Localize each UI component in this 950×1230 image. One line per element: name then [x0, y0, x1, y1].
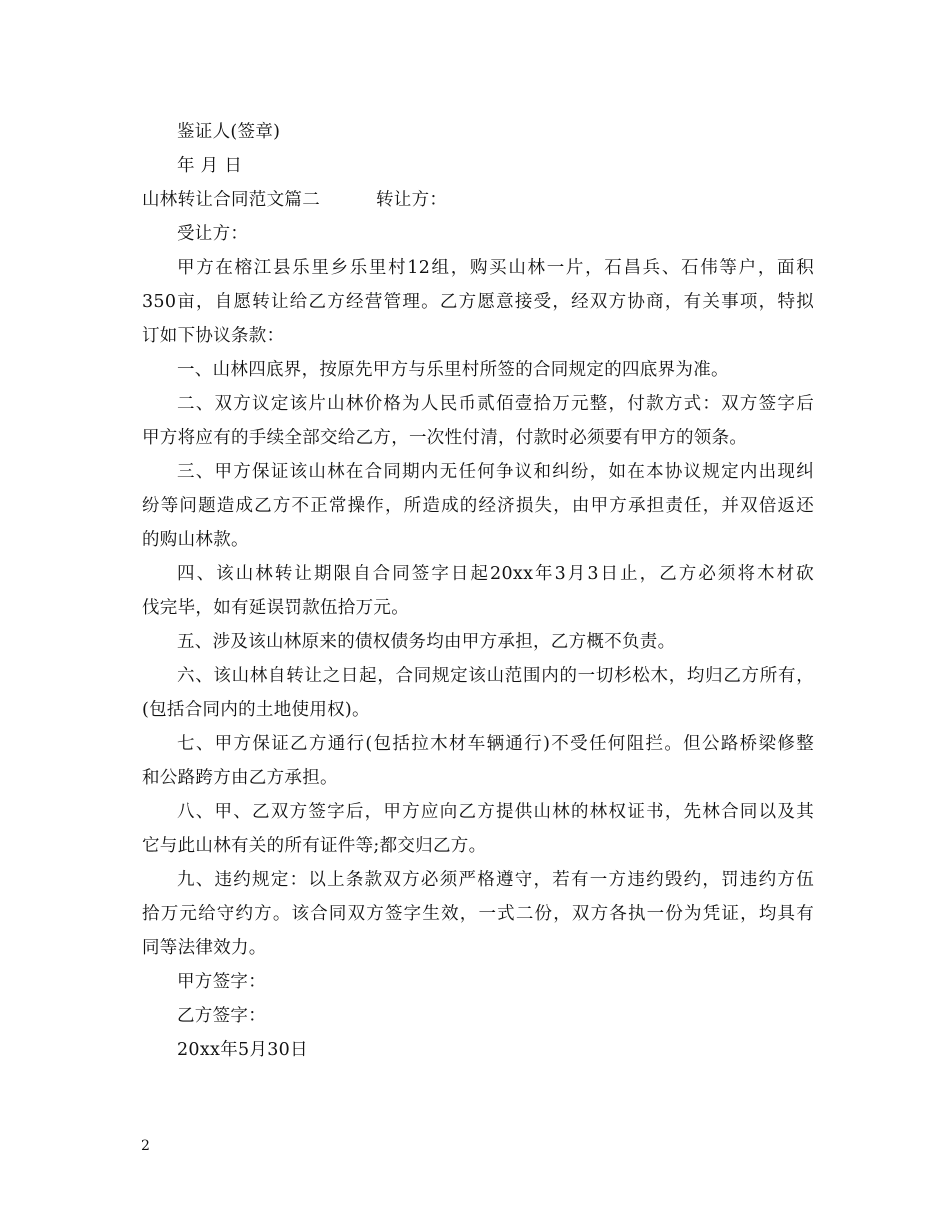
- clause-line: 甲方将应有的手续全部交给乙方，一次性付清，付款时必须要有甲方的领条。: [142, 428, 748, 448]
- clause-line: 它与此山林有关的所有证件等;都交归乙方。: [142, 836, 487, 856]
- paragraph-line: 350亩，自愿转让给乙方经营管理。乙方愿意接受，经双方协商，有关事项，特拟: [142, 292, 814, 312]
- clause-line: 同等法律效力。: [142, 938, 267, 958]
- contract-date-line: 20xx年5月30日: [177, 1040, 308, 1060]
- clause-line: 伐完毕，如有延误罚款伍拾万元。: [142, 598, 409, 618]
- clause-line: 六、该山林自转让之日起，合同规定该山范围内的一切杉松木，均归乙方所有，: [177, 666, 814, 686]
- witness-date-line: 年 月 日: [177, 156, 243, 176]
- clause-line: (包括合同内的土地使用权)。: [142, 700, 370, 720]
- clause-line: 的购山林款。: [142, 530, 249, 550]
- section-heading-line: [142, 183, 814, 217]
- section-title: 山林转让合同范文篇二: [142, 190, 320, 210]
- party-a-signature-line: 甲方签字：: [177, 972, 266, 992]
- page-number: 2: [141, 1138, 150, 1154]
- clause-line: 拾万元给守约方。该合同双方签字生效，一式二份，双方各执一份为凭证，均具有: [142, 904, 814, 924]
- clause-line: 八、甲、乙双方签字后，甲方应向乙方提供山林的林权证书，先林合同以及其: [177, 802, 814, 822]
- party-b-signature-line: 乙方签字：: [177, 1006, 266, 1026]
- witness-signature-line: 鉴证人(签章): [177, 122, 281, 142]
- document-body: [142, 115, 814, 1067]
- clause-line: 九、违约规定：以上条款双方必须严格遵守，若有一方违约毁约，罚违约方伍: [177, 870, 814, 890]
- paragraph-line: 甲方在榕江县乐里乡乐里村12组，购买山林一片，石昌兵、石伟等户，面积: [177, 258, 814, 278]
- transferor-label: 转让方：: [376, 190, 448, 210]
- clause-line: 五、涉及该山林原来的债权债务均由甲方承担，乙方概不负责。: [177, 632, 676, 652]
- clause-line: 七、甲方保证乙方通行(包括拉木材车辆通行)不受任何阻拦。但公路桥梁修整: [177, 734, 814, 754]
- clause-line: 纷等问题造成乙方不正常操作，所造成的经济损失，由甲方承担责任，并双倍返还: [142, 496, 814, 516]
- clause-line: 和公路跨方由乙方承担。: [142, 768, 338, 788]
- clause-line: 一、山林四底界，按原先甲方与乐里村所签的合同规定的四底界为准。: [177, 360, 729, 380]
- paragraph-line: 订如下协议条款：: [142, 326, 285, 346]
- clause-line: 三、甲方保证该山林在合同期内无任何争议和纠纷，如在本协议规定内出现纠: [177, 462, 814, 482]
- clause-line: 四、该山林转让期限自合同签字日起20xx年3月3日止，乙方必须将木材砍: [177, 564, 814, 584]
- clause-line: 二、双方议定该片山林价格为人民币贰佰壹拾万元整，付款方式：双方签字后: [177, 394, 814, 414]
- transferee-label: 受让方：: [177, 224, 249, 244]
